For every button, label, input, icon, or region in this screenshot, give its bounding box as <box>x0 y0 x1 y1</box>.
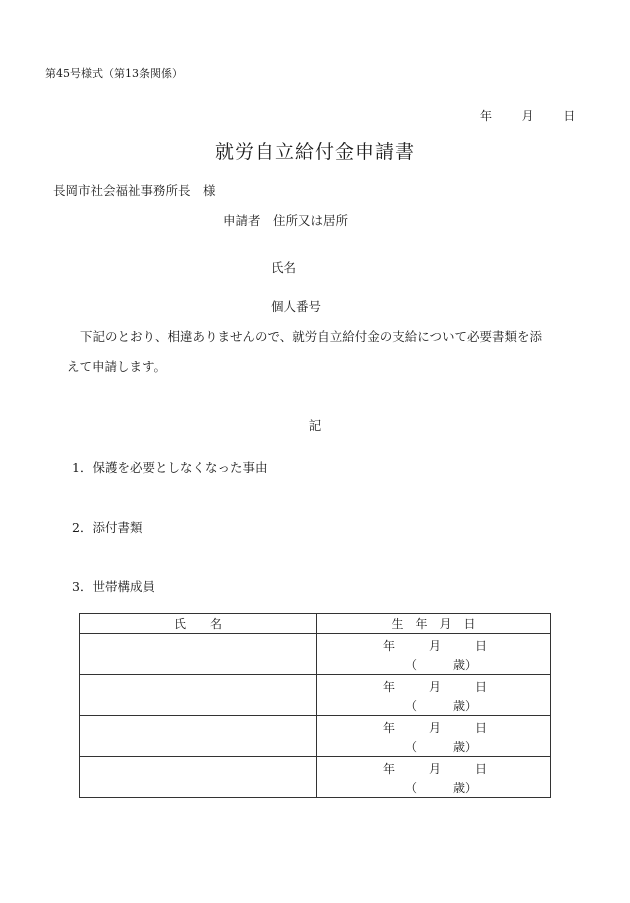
dob-day-label: 日 <box>475 762 488 776</box>
member-dob-field[interactable] <box>317 675 551 716</box>
member-dob-field[interactable] <box>317 757 551 798</box>
date-day-label: 日 <box>563 109 576 123</box>
document-title: 就労自立給付金申請書 <box>214 141 415 163</box>
header-name: 氏 名 <box>80 614 317 634</box>
item-household-members: 3．世帯構成員 <box>72 579 155 594</box>
item-reason: 1．保護を必要としなくなった事由 <box>72 460 268 475</box>
dob-age-label: （ 歳） <box>405 781 478 795</box>
dob-day-label: 日 <box>475 721 488 735</box>
dob-date-labels <box>383 678 487 695</box>
ki-heading: 記 <box>308 418 322 433</box>
dob-date-labels <box>383 760 487 777</box>
applicant-address-label: 申請者 住所又は居所 <box>223 213 349 228</box>
table-row <box>80 634 551 675</box>
body-text-line-2: えて申請します。 <box>67 359 167 374</box>
table-row <box>80 757 551 798</box>
table-header-row <box>80 614 551 634</box>
member-name-field[interactable] <box>80 716 317 757</box>
form-number: 第45号様式（第13条関係） <box>45 67 183 80</box>
applicant-name-label: 氏名 <box>271 260 297 275</box>
dob-day-label: 日 <box>475 680 488 694</box>
dob-year-label: 年 <box>383 680 396 694</box>
member-dob-field[interactable] <box>317 634 551 675</box>
table-row <box>80 675 551 716</box>
dob-date-labels <box>383 637 487 654</box>
member-dob-field[interactable] <box>317 716 551 757</box>
dob-month-label: 月 <box>429 680 442 694</box>
dob-year-label: 年 <box>383 639 396 653</box>
member-name-field[interactable] <box>80 757 317 798</box>
applicant-mynumber-label: 個人番号 <box>271 299 322 314</box>
dob-date-labels <box>383 719 487 736</box>
dob-day-label: 日 <box>475 639 488 653</box>
member-name-field[interactable] <box>80 634 317 675</box>
member-name-field[interactable] <box>80 675 317 716</box>
dob-age-label: （ 歳） <box>405 740 478 754</box>
dob-month-label: 月 <box>429 762 442 776</box>
dob-age-label: （ 歳） <box>405 658 478 672</box>
dob-age-label: （ 歳） <box>405 699 478 713</box>
table-row <box>80 716 551 757</box>
date-month-label: 月 <box>521 109 534 123</box>
household-members-table <box>79 613 551 798</box>
header-dob: 生 年 月 日 <box>317 614 551 634</box>
dob-year-label: 年 <box>383 721 396 735</box>
dob-year-label: 年 <box>383 762 396 776</box>
dob-month-label: 月 <box>429 721 442 735</box>
date-year-label: 年 <box>480 109 493 123</box>
date-line <box>480 107 575 124</box>
item-attachments: 2．添付書類 <box>72 520 143 535</box>
dob-month-label: 月 <box>429 639 442 653</box>
addressee: 長岡市社会福祉事務所長 様 <box>53 183 216 198</box>
body-text-line-1: 下記のとおり、相違ありませんので、就労自立給付金の支給について必要書類を添 <box>80 329 543 344</box>
